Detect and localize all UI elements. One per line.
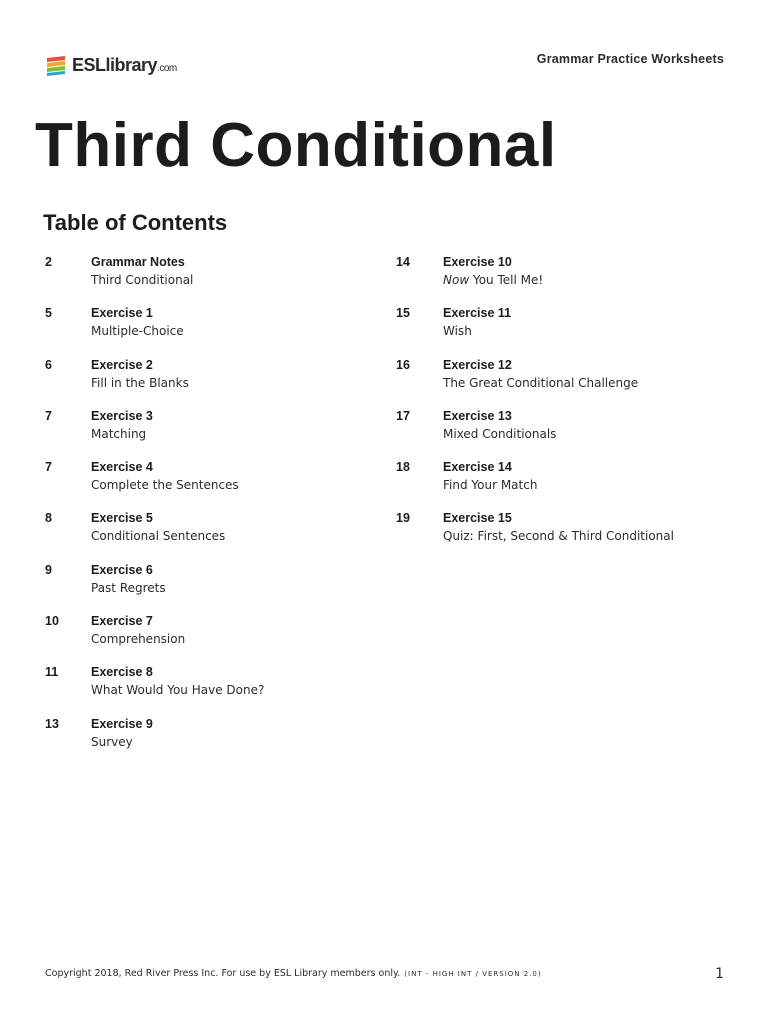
toc-entry-subtitle: Now You Tell Me!	[443, 273, 544, 287]
toc-entry-title: Exercise 9	[91, 716, 153, 731]
toc-entry-title: Exercise 12	[443, 357, 512, 372]
toc-page-number: 18	[396, 460, 410, 475]
logo-text: ESLlibrary.com	[72, 54, 177, 75]
toc-entry[interactable]	[45, 253, 365, 304]
toc-entry[interactable]	[396, 304, 736, 355]
toc-entry-subtitle: Complete the Sentences	[91, 478, 239, 493]
toc-entry-subtitle: What Would You Have Done?	[91, 683, 265, 698]
toc-entry-subtitle: Conditional Sentences	[91, 529, 226, 544]
page-number: 1	[715, 966, 724, 982]
toc-page-number: 10	[45, 614, 59, 629]
version-label: (INT - HIGH INT / VERSION 2.0)	[404, 970, 542, 978]
toc-entry-title: Exercise 7	[91, 614, 153, 629]
toc-entry-title: Exercise 14	[443, 460, 512, 475]
toc-entry[interactable]	[396, 407, 736, 458]
toc-entry[interactable]	[396, 253, 736, 304]
toc-heading: Table of Contents	[43, 210, 228, 235]
toc-entry[interactable]	[396, 356, 736, 407]
toc-left-column	[45, 253, 365, 766]
toc-page-number: 14	[396, 255, 410, 269]
toc-entry[interactable]	[45, 715, 365, 766]
toc-page-number: 13	[45, 716, 59, 731]
esl-library-logo-icon	[44, 53, 68, 77]
toc-page-number: 7	[45, 460, 52, 475]
toc-entry-title: Exercise 6	[91, 562, 153, 577]
toc-entry-title: Exercise 10	[443, 255, 512, 269]
toc-entry-subtitle: Mixed Conditionals	[443, 426, 557, 441]
toc-page-number: 6	[45, 357, 52, 372]
toc-entry-subtitle: The Great Conditional Challenge	[443, 375, 639, 390]
toc-entry[interactable]	[45, 663, 365, 714]
toc-page-number: 11	[45, 665, 59, 680]
toc-entry-subtitle: Multiple-Choice	[91, 324, 184, 339]
toc-entry-subtitle: Third Conditional	[91, 273, 194, 287]
footer-copyright	[45, 968, 542, 979]
toc-entry[interactable]	[45, 509, 365, 560]
toc-entry-title: Exercise 1	[91, 306, 153, 321]
toc-page-number: 17	[396, 408, 410, 423]
series-label: Grammar Practice Worksheets	[536, 52, 724, 66]
toc-entry-title: Exercise 8	[91, 665, 153, 680]
toc-entry-subtitle: Survey	[91, 734, 133, 749]
toc-page-number: 5	[45, 306, 52, 321]
esl-library-logo[interactable]	[44, 52, 177, 78]
toc-page-number: 16	[396, 357, 410, 372]
toc-entry-subtitle: Wish	[443, 324, 472, 339]
toc-entry-title: Exercise 5	[91, 511, 153, 526]
toc-page-number: 8	[45, 511, 52, 526]
toc-page-number: 15	[396, 306, 410, 321]
toc-right-column	[396, 253, 736, 561]
toc-entry-title: Exercise 11	[443, 306, 512, 321]
page-title: Third Conditional	[35, 111, 557, 180]
toc-page-number: 19	[396, 511, 410, 526]
toc-entry[interactable]	[45, 356, 365, 407]
toc-entry-subtitle: Fill in the Blanks	[91, 375, 189, 390]
toc-entry-subtitle: Past Regrets	[91, 580, 166, 595]
toc-page-number: 2	[45, 255, 52, 269]
toc-entry[interactable]	[396, 509, 736, 560]
toc-entry-title: Exercise 3	[91, 408, 153, 423]
toc-entry-subtitle: Find Your Match	[443, 478, 538, 493]
toc-entry-title: Exercise 15	[443, 511, 512, 526]
toc-entry[interactable]	[396, 458, 736, 509]
toc-entry-title: Exercise 4	[91, 460, 153, 475]
toc-entry-title: Grammar Notes	[91, 255, 185, 269]
copyright-text: Copyright 2018, Red River Press Inc. For use by ESL Library members only.	[45, 968, 401, 979]
toc-entry[interactable]	[45, 612, 365, 663]
toc-entry[interactable]	[45, 304, 365, 355]
toc-page-number: 9	[45, 562, 52, 577]
toc-entry-subtitle: Quiz: First, Second & Third Conditional	[443, 529, 674, 544]
toc-entry[interactable]	[45, 561, 365, 612]
toc-entry-title: Exercise 2	[91, 357, 153, 372]
toc-entry-subtitle: Comprehension	[91, 632, 186, 647]
toc-entry[interactable]	[45, 407, 365, 458]
toc-page-number: 7	[45, 408, 52, 423]
toc-entry-subtitle: Matching	[91, 426, 147, 441]
toc-entry-title: Exercise 13	[443, 408, 512, 423]
toc-entry[interactable]	[45, 458, 365, 509]
